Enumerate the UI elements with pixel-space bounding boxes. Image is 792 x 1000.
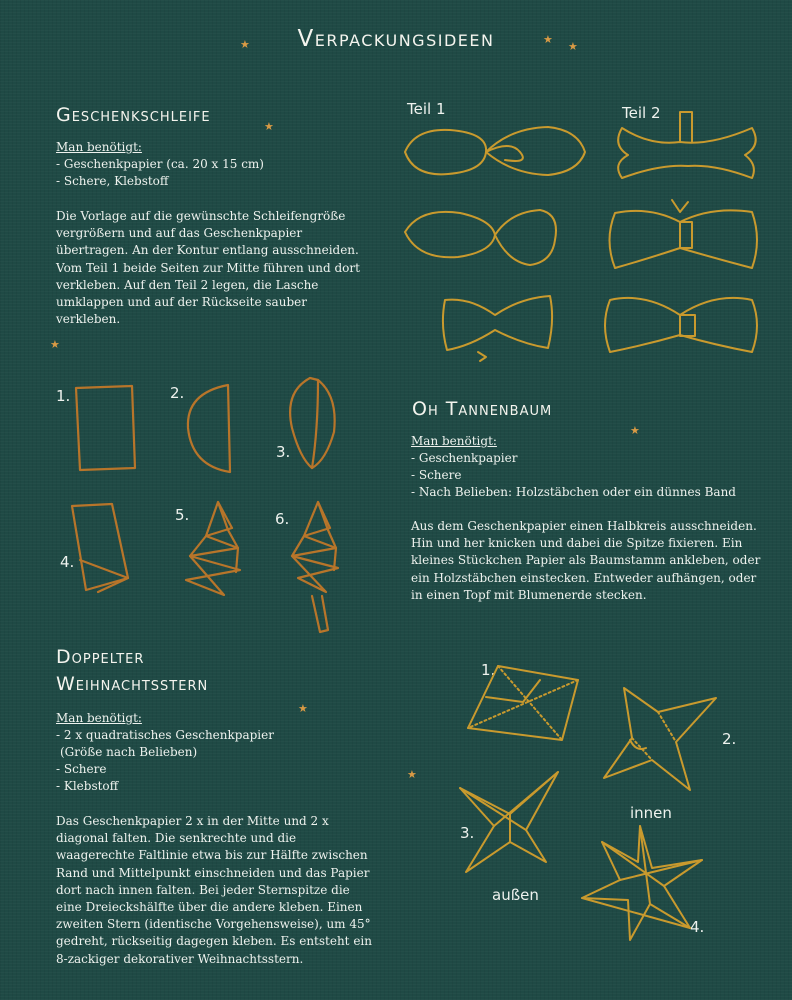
star-icon: ★ [407,768,417,781]
star-icon: ★ [298,702,308,715]
needs-item: - Nach Belieben: Holzstäbchen oder ein dünnes Band [411,485,736,499]
needs-label: Man benötigt: [411,434,497,448]
label-outside: außen [492,886,539,904]
needs-label: Man benötigt: [56,140,142,154]
needs-label: Man benötigt: [56,711,142,725]
needs-item: - Klebstoff [56,779,119,793]
star-icon: ★ [264,120,274,133]
tree-instructions: Aus dem Geschenkpapier einen Halbkreis ausschneiden. Hin und her knicken und dabei die Spitze fixieren. Ein kleines Stückchen Papier als Baumstamm ankleben, oder ein Holzstäbchen einstecken. Entweder aufhängen, oder in einen Topf mit Blumenerde stecken. [411,519,761,602]
star-step-label: 1. [481,661,496,679]
part1-label: Teil 1 [407,100,446,118]
needs-item: - Geschenkpapier [411,451,518,465]
tree-heading: Oh Tannenbaum [412,398,553,420]
label-inside: innen [630,804,672,822]
star-heading-line1: Doppelter [56,646,145,668]
needs-item: - 2 x quadratisches Geschenkpapier [56,728,274,742]
needs-item: - Schere, Klebstoff [56,174,169,188]
star-step-label: 3. [460,824,475,842]
star-instructions: Das Geschenkpapier 2 x in der Mitte und 2 x diagonal falten. Die senkrechte und die waagerechte Faltlinie etwa bis zur Hälfte zwischen Rand und Mittelpunkt einschneiden und das Papier dort nach innen falten. Bei jeder Sternspitze die eine Dreieckshälfte über die andere kleben. Einen zweiten Stern (identische Vorgehensweise), um 45° gedreht, rückseitig dagegen kleben. Es entsteht ein 8-zackiger dekorativer Weihnachtsstern. [56,814,372,966]
needs-item: - Schere [411,468,462,482]
star-icon: ★ [50,338,60,351]
star-step-label: 4. [690,918,705,936]
star-icon: ★ [630,424,640,437]
star-icon: ★ [240,38,250,51]
part2-label: Teil 2 [622,104,661,122]
needs-item: (Größe nach Belieben) [60,745,198,759]
needs-item: - Geschenkpapier (ca. 20 x 15 cm) [56,157,264,171]
page-title: Verpackungsideen [297,26,495,52]
tree-step-label: 6. [275,510,290,528]
star-icon: ★ [568,40,578,53]
tree-step-label: 4. [60,553,75,571]
star-heading-line2: Weihnachtsstern [56,673,209,695]
star-icon: ★ [543,33,553,46]
needs-item: - Schere [56,762,107,776]
bow-heading: Geschenkschleife [56,104,211,126]
tree-step-label: 3. [276,443,291,461]
bow-instructions: Die Vorlage auf die gewünschte Schleifengröße vergrößern und auf das Geschenkpapier übertragen. An der Kontur entlang ausschneiden. Vom Teil 1 beide Seiten zur Mitte führen und dort verkleben. Auf den Teil 2 legen, die Lasche umklappen und auf der Rückseite sauber verkleben. [56,209,360,327]
tree-step-label: 5. [175,506,190,524]
tree-step-label: 1. [56,387,71,405]
star-step-label: 2. [722,730,737,748]
tree-step-label: 2. [170,384,185,402]
